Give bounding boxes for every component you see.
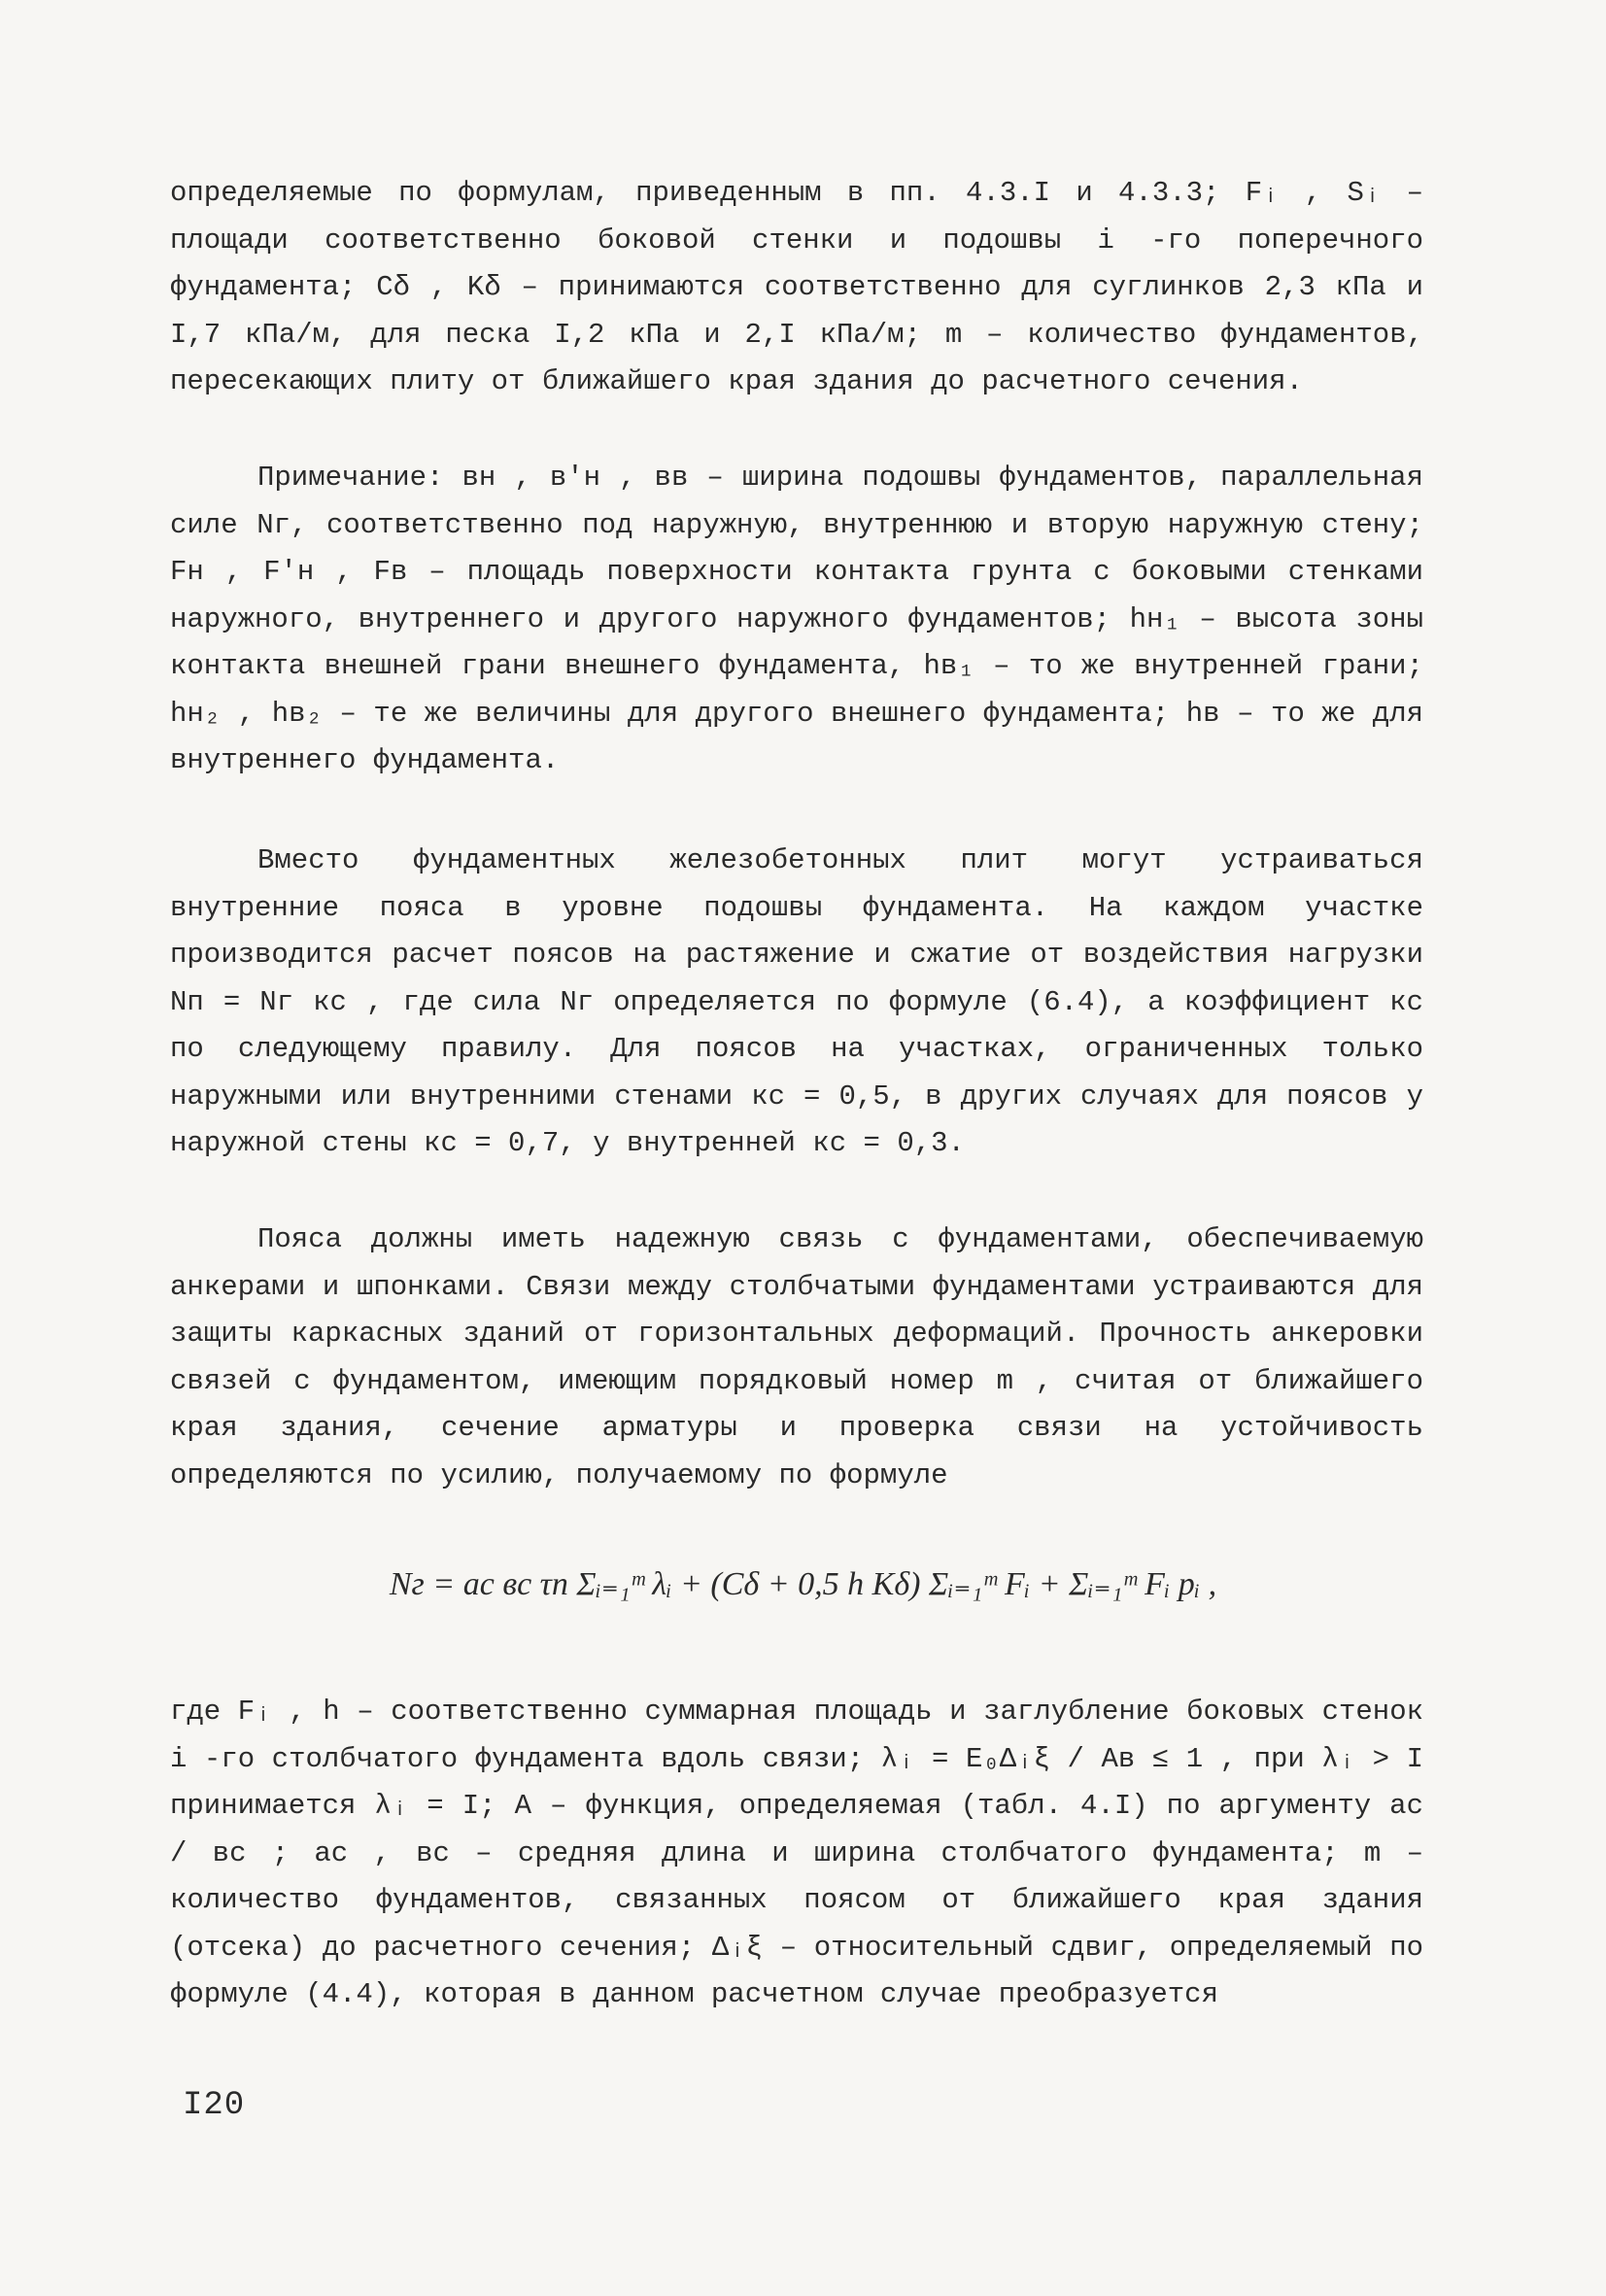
paragraph-1 xyxy=(170,170,1423,406)
paragraph-3 xyxy=(170,838,1423,1168)
paragraph-note-text: Примечание: вн , в′н , вв – ширина подошвы фундаментов, параллельная силе Nг, соответственно под наружную, внутреннюю и вторую наружную стену; Fн , F′н , Fв – площадь поверхности контакта грунта с боковыми стенками наружного, внутреннего и другого наружного фундаментов; hн₁ – высота зоны контакта внешней грани внешнего фундамента, hв₁ – то же внутренней грани; hн₂ , hв₂ – те же величины для другого внешнего фундамента; hв – то же для внутреннего фундамента. xyxy=(170,462,1423,776)
formula-ng: Nг = ac вc τп Σᵢ₌₁ᵐ λᵢ + (Cδ + 0,5 h Kδ) Σᵢ₌₁ᵐ Fᵢ + Σᵢ₌₁ᵐ Fᵢ pᵢ , xyxy=(389,1566,1217,1602)
paragraph-4 xyxy=(170,1217,1423,1499)
paragraph-5 xyxy=(170,1689,1423,2019)
paragraph-note xyxy=(170,455,1423,785)
page-number: I20 xyxy=(183,2087,246,2124)
paragraph-1-text: определяемые по формулам, приведенным в пп. 4.3.I и 4.3.3; Fᵢ , Sᵢ – площади соответственно боковой стенки и подошвы i -го поперечного фундамента; Cδ , Kδ – принимаются соответственно для суглинков 2,3 кПа и I,7 кПа/м, для песка I,2 кПа и 2,I кПа/м; m – количество фундаментов, пересекающих плиту от ближайшего края здания до расчетного сечения. xyxy=(170,177,1423,397)
paragraph-3-text: Вместо фундаментных железобетонных плит могут устраиваться внутренние пояса в уровне подошвы фундамента. На каждом участке производится расчет поясов на растяжение и сжатие от воздействия нагрузки Nп = Nг кс , где сила Nг определяется по формуле (6.4), а коэффициент кс по следующему правилу. Для поясов на участках, ограниченных только наружными или внутренними стенами кс = 0,5, в других случаях для поясов у наружной стены кс = 0,7, у внутренней кс = 0,3. xyxy=(170,844,1423,1159)
paragraph-5-text: где Fᵢ , h – соответственно суммарная площадь и заглубление боковых стенок i -го столбчатого фундамента вдоль связи; λᵢ = E₀Δᵢξ / Aв ≤ 1 , при λᵢ > I принимается λᵢ = I; A – функция, определяемая (табл. 4.I) по аргументу ac / вc ; ac , вc – средняя длина и ширина столбчатого фундамента; m – количество фундаментов, связанных поясом от ближайшего края здания (отсека) до расчетного сечения; Δᵢξ – относительный сдвиг, определяемый по формуле (4.4), которая в данном расчетном случае преобразуется xyxy=(170,1696,1423,2010)
paragraph-4-text: Пояса должны иметь надежную связь с фундаментами, обеспечиваемую анкерами и шпонками. Связи между столбчатыми фундаментами устраиваются для защиты каркасных зданий от горизонтальных деформаций. Прочность анкеровки связей с фундаментом, имеющим порядковый номер m , считая от ближайшего края здания, сечение арматуры и проверка связи на устойчивость определяются по усилию, получаемому по формуле xyxy=(170,1223,1423,1491)
